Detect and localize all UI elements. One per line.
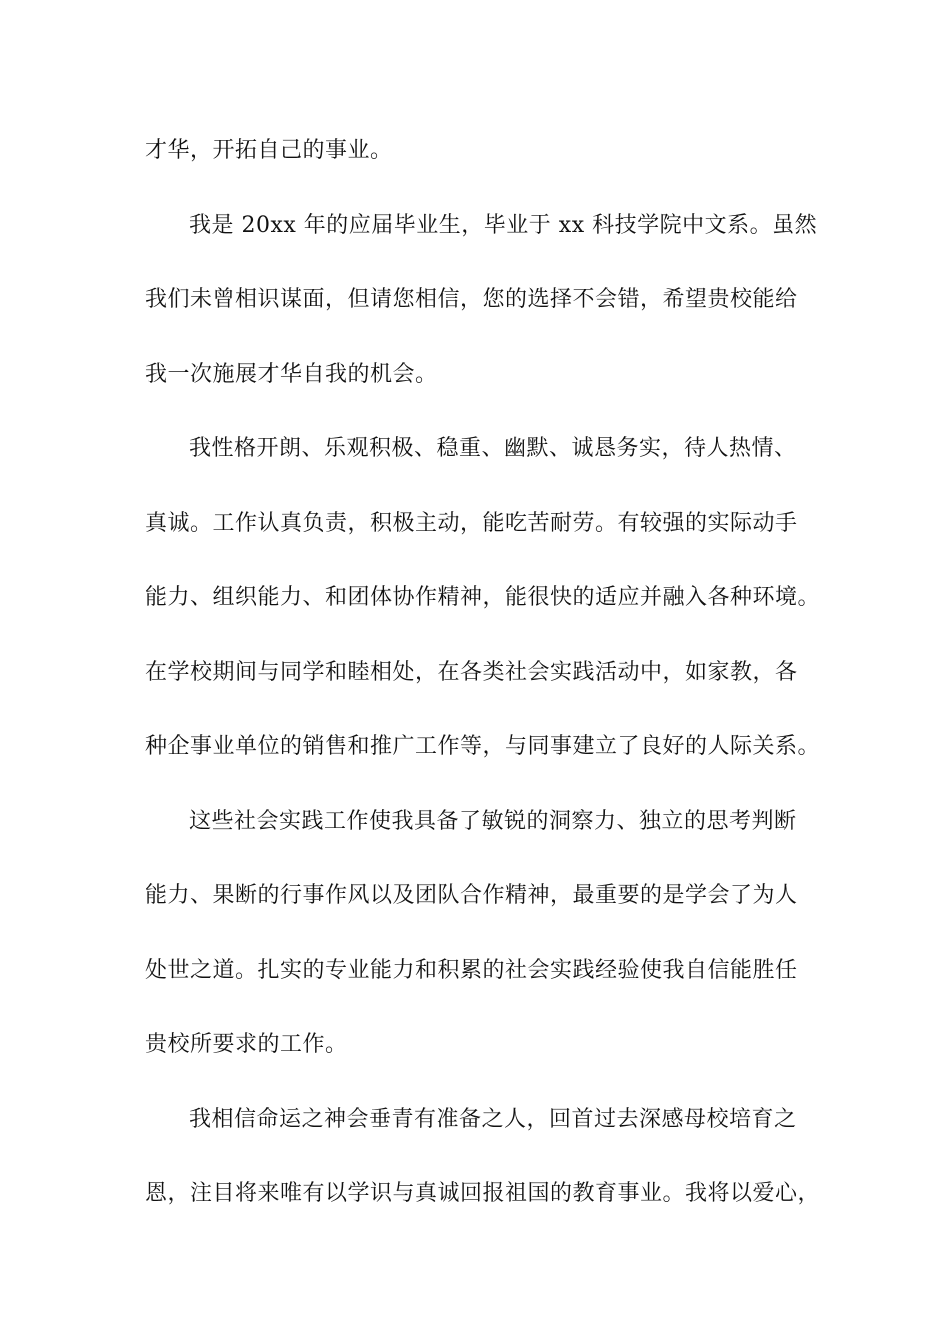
text-line: 在学校期间与同学和睦相处，在各类社会实践活动中，如家教，各 <box>145 659 798 685</box>
text-line: 能力、组织能力、和团体协作精神，能很快的适应并融入各种环境。 <box>145 585 821 610</box>
text-line: 贵校所要求的工作。 <box>145 1032 348 1057</box>
text-line: 我是 20xx 年的应届毕业生，毕业于 xx 科技学院中文系。虽然 <box>189 212 818 238</box>
text-line: 处世之道。扎实的专业能力和积累的社会实践经验使我自信能胜任 <box>145 957 798 983</box>
text-line: 真诚。工作认真负责，积极主动，能吃苦耐劳。有较强的实际动手 <box>145 510 798 536</box>
text-line: 才华，开拓自己的事业。 <box>145 138 393 163</box>
text-line: 能力、果断的行事作风以及团队合作精神，最重要的是学会了为人 <box>145 883 798 908</box>
letter-body <box>145 128 825 1246</box>
text-line: 我们未曾相识谋面，但请您相信，您的选择不会错，希望贵校能给 <box>145 287 798 312</box>
text-line: 我一次施展才华自我的机会。 <box>145 361 438 387</box>
text-line: 我相信命运之神会垂青有准备之人，回首过去深感母校培育之 <box>189 1106 797 1132</box>
text-line: 我性格开朗、乐观积极、稳重、幽默、诚恳务实，待人热情、 <box>189 436 797 461</box>
text-line: 种企事业单位的销售和推广工作等，与同事建立了良好的人际关系。 <box>145 734 821 759</box>
text-line: 恩，注目将来唯有以学识与真诚回报祖国的教育事业。我将以爱心， <box>145 1181 821 1206</box>
text-line: 这些社会实践工作使我具备了敏锐的洞察力、独立的思考判断 <box>189 808 797 834</box>
